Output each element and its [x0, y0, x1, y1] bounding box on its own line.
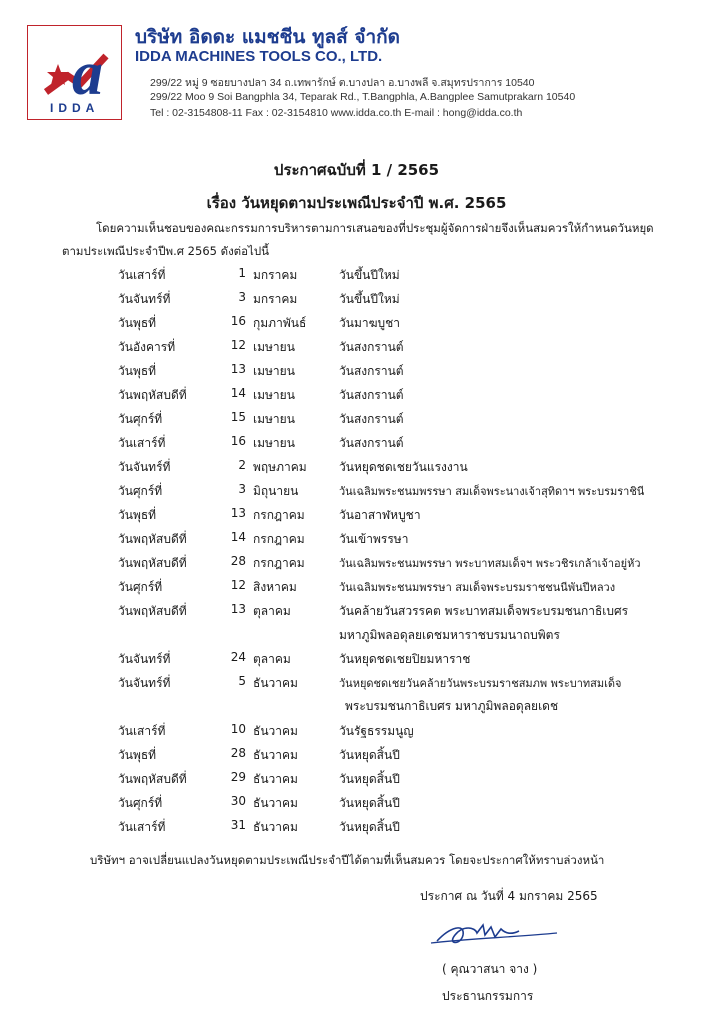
holiday-description: วันเข้าพรรษา [339, 532, 409, 546]
holiday-description: วันหยุดชดเชยวันคล้ายวันพระบรมราชสมภพ พระบาทสมเด็จ [339, 677, 622, 690]
footer-note: บริษัทฯ อาจเปลี่ยนแปลงวันหยุดตามประเพณีประจำปีได้ตามที่เห็นสมควร โดยจะประกาศให้ทราบล่วงหน้า [90, 853, 605, 867]
holiday-month: ธันวาคม [253, 820, 298, 834]
holiday-description: วันหยุดสิ้นปี [339, 748, 400, 762]
holiday-month: มิถุนายน [253, 484, 299, 498]
holiday-description: วันขึ้นปีใหม่ [339, 292, 400, 306]
company-name-thai: บริษัท อิดดะ แมชชีน ทูลส์ จำกัด [135, 26, 401, 48]
holiday-description: วันมาฆบูชา [339, 316, 400, 330]
holiday-description: วันเฉลิมพระชนมพรรษา สมเด็จพระบรมราชชนนีพันปีหลวง [339, 581, 616, 594]
holiday-month: กุมภาพันธ์ [253, 316, 307, 330]
holiday-date: 24 [230, 650, 246, 664]
announcement-subject: เรื่อง วันหยุดตามประเพณีประจำปี พ.ศ. 2565 [206, 194, 507, 212]
holiday-day: วันพฤหัสบดีที่ [118, 556, 187, 570]
holiday-day: วันพุธที่ [118, 364, 157, 378]
announcement-title: ประกาศฉบับที่ 1 / 2565 [273, 161, 440, 179]
holiday-description: วันสงกรานต์ [339, 412, 404, 426]
contact-info: Tel : 02-3154808-11 Fax : 02-3154810 www.idda.co.th E-mail : hong@idda.co.th [150, 107, 523, 119]
holiday-day: วันพฤหัสบดีที่ [118, 388, 187, 402]
holiday-description: วันสงกรานต์ [339, 436, 404, 450]
holiday-month: เมษายน [253, 388, 295, 402]
svg-text:a: a [72, 40, 103, 108]
signature [425, 905, 565, 955]
holiday-description: วันหยุดสิ้นปี [339, 820, 400, 834]
holiday-date: 30 [230, 794, 246, 808]
holiday-month: ตุลาคม [253, 652, 291, 666]
holiday-date: 12 [230, 338, 246, 352]
holiday-description: วันสงกรานต์ [339, 388, 404, 402]
holiday-day: วันจันทร์ที่ [118, 460, 171, 474]
holiday-date: 31 [230, 818, 246, 832]
holiday-date: 15 [230, 410, 246, 424]
holiday-description: วันเฉลิมพระชนมพรรษา พระบาทสมเด็จฯ พระวชิรเกล้าเจ้าอยู่หัว [339, 557, 641, 570]
holiday-date: 12 [230, 578, 246, 592]
holiday-date: 16 [230, 314, 246, 328]
holiday-description: วันคล้ายวันสวรรคต พระบาทสมเด็จพระบรมชนกาธิเบศร [339, 604, 629, 618]
holiday-date: 14 [230, 530, 246, 544]
holiday-date: 28 [230, 554, 246, 568]
holiday-month: ตุลาคม [253, 604, 291, 618]
holiday-description-continued: มหาภูมิพลอดุลยเดชมหาราชบรมนาถบพิตร [339, 628, 560, 642]
holiday-month: มกราคม [253, 292, 298, 306]
holiday-date: 13 [230, 362, 246, 376]
holiday-day: วันจันทร์ที่ [118, 652, 171, 666]
holiday-description: วันหยุดสิ้นปี [339, 772, 400, 786]
holiday-day: วันจันทร์ที่ [118, 292, 171, 306]
holiday-date: 5 [238, 674, 246, 688]
holiday-month: เมษายน [253, 436, 295, 450]
holiday-month: กรกฎาคม [253, 556, 305, 570]
holiday-day: วันศุกร์ที่ [118, 412, 163, 426]
company-name-english: IDDA MACHINES TOOLS CO., LTD. [135, 48, 383, 65]
holiday-month: เมษายน [253, 340, 295, 354]
holiday-day: วันเสาร์ที่ [118, 820, 166, 834]
holiday-date: 13 [230, 602, 246, 616]
holiday-date: 2 [238, 458, 246, 472]
holiday-date: 13 [230, 506, 246, 520]
holiday-day: วันพุธที่ [118, 748, 157, 762]
holiday-date: 3 [238, 482, 246, 496]
holiday-description: วันสงกรานต์ [339, 340, 404, 354]
holiday-month: เมษายน [253, 412, 295, 426]
holiday-description: วันรัฐธรรมนูญ [339, 724, 414, 738]
holiday-day: วันพุธที่ [118, 508, 157, 522]
holiday-day: วันเสาร์ที่ [118, 268, 166, 282]
holiday-day: วันพุธที่ [118, 316, 157, 330]
logo-text: IDDA [50, 101, 100, 115]
holiday-description-continued: พระบรมชนกาธิเบศร มหาภูมิพลอดุลยเดช [345, 699, 559, 713]
holiday-month: กรกฎาคม [253, 508, 305, 522]
signer-name: ( คุณวาสนา จาง ) [442, 962, 538, 976]
holiday-description: วันเฉลิมพระชนมพรรษา สมเด็จพระนางเจ้าสุทิดาฯ พระบรมราชินี [339, 485, 645, 498]
holiday-month: พฤษภาคม [253, 460, 307, 474]
holiday-month: ธันวาคม [253, 748, 298, 762]
holiday-description: วันหยุดสิ้นปี [339, 796, 400, 810]
holiday-day: วันอังคารที่ [118, 340, 176, 354]
holiday-day: วันศุกร์ที่ [118, 580, 163, 594]
holiday-date: 14 [230, 386, 246, 400]
holiday-date: 10 [230, 722, 246, 736]
holiday-description: วันอาสาฬหบูชา [339, 508, 421, 522]
holiday-date: 16 [230, 434, 246, 448]
announcement-date: ประกาศ ณ วันที่ 4 มกราคม 2565 [420, 889, 598, 903]
holiday-description: วันหยุดชดเชยปิยมหาราช [339, 652, 471, 666]
holiday-date: 29 [230, 770, 246, 784]
holiday-month: มกราคม [253, 268, 298, 282]
holiday-day: วันศุกร์ที่ [118, 796, 163, 810]
holiday-date: 1 [238, 266, 246, 280]
intro-line-2: ตามประเพณีประจำปีพ.ศ 2565 ดังต่อไปนี้ [62, 244, 270, 258]
holiday-day: วันพฤหัสบดีที่ [118, 532, 187, 546]
address-english: 299/22 Moo 9 Soi Bangphla 34, Teparak Rd., T.Bangphla, A.Bangplee Samutprakarn 10540 [150, 91, 576, 103]
intro-line-1: โดยความเห็นชอบของคณะกรรมการบริหารตามการเสนอของที่ประชุมผู้จัดการฝ่ายจึงเห็นสมควรให้กำหนดวันหยุด [96, 221, 654, 235]
holiday-description: วันสงกรานต์ [339, 364, 404, 378]
holiday-day: วันเสาร์ที่ [118, 724, 166, 738]
holiday-description: วันหยุดชดเชยวันแรงงาน [339, 460, 468, 474]
holiday-description: วันขึ้นปีใหม่ [339, 268, 400, 282]
address-thai: 299/22 หมู่ 9 ซอยบางปลา 34 ถ.เทพารักษ์ ต.บางปลา อ.บางพลี จ.สมุทรปราการ 10540 [150, 77, 535, 89]
holiday-month: ธันวาคม [253, 796, 298, 810]
holiday-month: ธันวาคม [253, 724, 298, 738]
holiday-day: วันพฤหัสบดีที่ [118, 772, 187, 786]
holiday-day: วันพฤหัสบดีที่ [118, 604, 187, 618]
holiday-day: วันเสาร์ที่ [118, 436, 166, 450]
holiday-month: เมษายน [253, 364, 295, 378]
holiday-day: วันจันทร์ที่ [118, 676, 171, 690]
holiday-day: วันศุกร์ที่ [118, 484, 163, 498]
company-logo [27, 25, 122, 120]
idda-logo-mark [28, 26, 123, 121]
holiday-month: ธันวาคม [253, 676, 298, 690]
holiday-date: 3 [238, 290, 246, 304]
holiday-month: สิงหาคม [253, 580, 297, 594]
holiday-month: กรกฎาคม [253, 532, 305, 546]
signer-title: ประธานกรรมการ [442, 989, 534, 1003]
holiday-month: ธันวาคม [253, 772, 298, 786]
holiday-date: 28 [230, 746, 246, 760]
